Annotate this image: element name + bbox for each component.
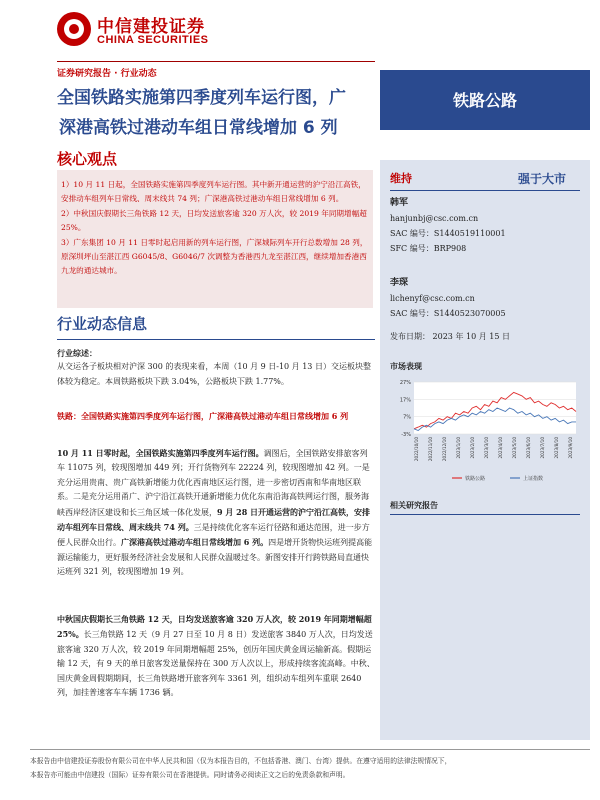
- disclaimer-line-1: 本报告由中信建投证券股份有限公司在中华人民共和国（仅为本报告目的，不包括香港、澳门、台湾）提供。在遵守适用的法律法规情况下，: [30, 757, 452, 765]
- chart-legend-label-2: 上证指数: [523, 476, 544, 482]
- header-divider: [57, 61, 375, 62]
- chart-legend-label-1: 铁路公路: [465, 476, 486, 482]
- related-divider: [390, 514, 580, 515]
- para1-end: 四是增开货物快运班列提高能源运输能力，更好服务经济社会发展和人民群众温暖过冬。新图安排开行跨铁路局直通快运班列 321 列，较现图增加 19 列。: [57, 538, 373, 577]
- chart-x-tick-label: 2022/11/10: [428, 437, 433, 462]
- rail-paragraph-2: [57, 612, 375, 700]
- disclaimer: [30, 754, 590, 782]
- report-title-line1: 全国铁路实施第四季度列车运行图，广: [57, 88, 346, 108]
- chart-plot-area: [414, 382, 576, 434]
- para2-lead: 中秋国庆假期长三角铁路 12 天，日均发送旅客逾 320 万人次，较 2019 年同期增幅超 25%。: [57, 614, 372, 640]
- market-performance-title: 市场表现: [390, 362, 422, 371]
- core-point-1: 1）10 月 11 日起，全国铁路实施第四季度列车运行图。其中新开通运营的沪宁沿江高铁，安排动车组列车日常线、周末线共 74 列；广深港高铁过港动车组日常线增加 6 列。: [61, 180, 366, 204]
- chart-y-tick-label: 27%: [399, 380, 411, 386]
- rating-value: 强于大市: [517, 172, 566, 186]
- company-logo: [57, 12, 217, 52]
- logo-en-text: CHINA SECURITIES: [97, 34, 209, 46]
- para1-mid2: 三是持续优化客车运行径路和通达范围，进一步方便人民群众出行。: [57, 523, 370, 548]
- chart-x-tick-label: 2023/9/10: [568, 437, 573, 459]
- publish-date: 发布日期： 2023 年 10 月 15 日: [390, 332, 510, 341]
- summary-label: 行业综述：: [57, 348, 97, 358]
- chart-x-tick-label: 2023/1/10: [456, 437, 461, 459]
- chart-y-tick-label: 7%: [403, 414, 411, 421]
- para1-bold2: 广深港高铁过港动车组日常线增加 6 列。: [121, 537, 269, 548]
- chart-x-tick-label: 2023/8/10: [554, 437, 559, 459]
- chart-x-tick-label: 2023/2/10: [470, 437, 475, 459]
- core-view-heading: 核心观点: [57, 150, 118, 168]
- rating-row: [390, 170, 580, 188]
- para1-lead: 10 月 11 日零时起，全国铁路实施第四季度列车运行图。: [57, 448, 264, 458]
- chart-x-tick-label: 2023/4/10: [498, 437, 503, 459]
- analyst-2-sac: SAC 编号：S1440523070005: [390, 309, 506, 318]
- rating-divider: [390, 190, 580, 191]
- chart-y-tick-label: 17%: [399, 397, 411, 404]
- chart-x-tick-label: 2023/6/10: [526, 437, 531, 459]
- sector-name: 铁路公路: [452, 91, 517, 110]
- chart-x-tick-label: 2023/3/10: [484, 437, 489, 459]
- rail-paragraph-1: [57, 446, 375, 580]
- para1-bold: 9 月 28 日开通运营的沪宁沿江高铁，安排动车组列车日常线、周末线共 74 列。: [57, 506, 371, 533]
- logo-cn-text: 中信建投证券: [97, 17, 205, 37]
- para2-end: 长三角铁路 12 天（9 月 27 日至 10 月 8 日）发送旅客 3840 万人次，日均发送旅客逾 320 万人次，较 2019 年同期增幅超 25%，创历年国庆黄金周运输新高。假期运输 12 天，有 9 天的单日旅客发送量保持在 300 万人次以上，形成持续客流高峰。中秋、国庆黄金周假期期间，长三角铁路增开旅客列车 3361 列，组织动车组列车重联 2640 列，加挂普速客车车辆 1736 辆。: [57, 630, 375, 698]
- rating-action: 维持: [390, 172, 412, 185]
- logo-mark-icon: [57, 12, 91, 46]
- core-point-3: 3）广东集团 10 月 11 日零时起启用新的列车运行图，广深城际列车开行总数增加 28 列，原深圳坪山至湛江西 G6045/8、G6046/7 次调整为香港西九龙至湛江西，继续增加香港西九龙的通达城市。: [61, 237, 368, 276]
- chart-x-tick-label: 2022/10/10: [414, 437, 419, 462]
- para1-mid: 调图后，全国铁路安排旅客列车 11075 列，较现图增加 449 列；开行货物列车 22224 列，较现图增加 42 列。一是充分运用贵南、贵广高铁新增能力优化西南地区运行图，进一步密切西南和华南地区联系。二是充分运用甬广、沪宁沿江高铁开通新增能力优化东南沿海高铁网运行图，服务海峡西岸经济区建设和长三角区域一体化发展，: [57, 449, 370, 517]
- related-reports-title: 相关研究报告: [390, 501, 438, 510]
- core-point-2: 2）中秋国庆假期长三角铁路 12 天，日均发送旅客逾 320 万人次，较 2019 年同期增幅超 25%。: [61, 208, 367, 233]
- analyst-2: [390, 276, 580, 321]
- industry-summary: [57, 346, 375, 389]
- analyst-1-name: 韩军: [390, 198, 409, 208]
- sector-banner: [380, 70, 590, 130]
- market-performance-chart: [390, 376, 580, 486]
- disclaimer-divider: [30, 749, 590, 750]
- analyst-1-sac: SAC 编号：S1440519110001: [390, 229, 506, 238]
- analyst-2-email: lichenyf@csc.com.cn: [390, 294, 475, 303]
- disclaimer-line-2: 本报告亦可能由中信建投（国际）证券有限公司在香港提供。同时请务必阅读正文之后的免责条款和声明。: [30, 771, 350, 779]
- chart-x-tick-label: 2023/5/10: [512, 437, 517, 459]
- analyst-2-name: 李琛: [390, 278, 409, 288]
- analyst-1-sfc: SFC 编号：BRP908: [390, 244, 467, 253]
- summary-text: 从交运各子板块相对沪深 300 的表现来看，本周（10 月 9 日-10 月 13 日）交运板块整体较为稳定。本周铁路板块下跌 3.04%，公路板块下跌 1.77%。: [57, 362, 371, 386]
- chart-x-tick-label: 2023/7/10: [540, 437, 545, 459]
- chart-y-tick-label: -3%: [401, 432, 411, 438]
- analyst-1-email: hanjunbj@csc.com.cn: [390, 214, 479, 223]
- analyst-1: [390, 196, 580, 256]
- core-view-text: [61, 178, 370, 279]
- industry-heading: 行业动态信息: [57, 315, 148, 333]
- report-title: [57, 83, 377, 143]
- chart-x-tick-label: 2022/12/10: [442, 437, 447, 462]
- report-type: 证券研究报告 · 行业动态: [57, 69, 157, 79]
- rail-heading: 铁路：全国铁路实施第四季度列车运行图，广深港高铁过港动车组日常线增加 6 列: [57, 411, 349, 421]
- industry-divider: [57, 339, 375, 340]
- report-title-line2: 深港高铁过港动车组日常线增加 6 列: [59, 118, 338, 138]
